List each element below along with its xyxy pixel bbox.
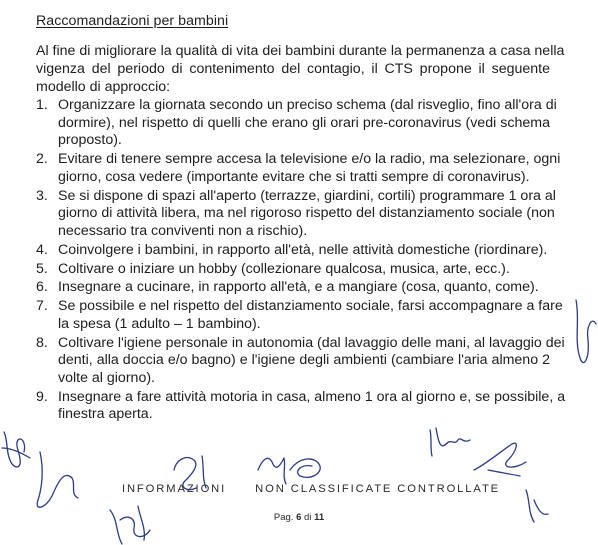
list-item [36,151,561,186]
page-prefix: Pag. [273,512,294,523]
list-item-number: 6. [36,279,48,296]
list-item [36,261,550,279]
list-item-line: finestra aperta. [58,406,153,423]
list-item [36,334,565,388]
classification-footer [0,483,598,495]
signature-stroke [2,448,30,458]
list-item-line: Se possibile e nel rispetto del distanziamento sociale, farsi accompagnare a fare [58,298,563,315]
list-item-number: 5. [36,260,48,277]
page-separator: di [304,512,312,523]
page-number [0,512,598,523]
signature-stroke [474,443,526,470]
list-item-line: Coltivare l'igiene personale in autonomia (dal lavaggio delle mani, al lavaggio dei [58,334,565,351]
list-item [36,279,550,297]
list-item-number: 9. [36,388,48,405]
list-item-line: proposto). [58,132,122,149]
list-item-line: Coinvolgere i bambini, in rapporto all'età, nelle attività domestiche (riordinare). [58,241,548,258]
list-item-line: giorno, cosa vedere (importante evitare che si tratti sempre di coronavirus). [58,168,530,185]
signature-stroke [4,432,25,467]
list-item [36,298,563,333]
recommendations-list [36,97,566,425]
list-item-line: Se si dispone di spazi all'aperto (terrazze, giardini, cortili) programmare 1 ora al [58,187,556,204]
list-item [36,242,550,260]
intro-line: Al fine di migliorare la qualità di vita dei bambini durante la permanenza a casa nella [36,43,565,59]
classification-text: NON CLASSIFICATE CONTROLLATE [255,483,501,495]
classification-text: INFORMAZIONI [121,483,227,495]
intro-line: vigenza del periodo di contenimento del contagio, il CTS propone il seguente [36,61,550,77]
signature-stroke [290,459,320,477]
list-item [36,388,566,424]
list-item-line: necessario tra conviventi non a rischio). [58,222,308,239]
list-item-line: Insegnare a fare attività motoria in casa, almeno 1 ora al giorno e, se possibile, a [58,388,566,405]
list-item-line: dormire), nel rispetto di quelli che erano gli orari pre-coronavirus (vedi schema [58,114,550,131]
intro-paragraph [36,42,565,96]
signature-stroke [37,452,78,507]
list-item-number: 1. [36,97,48,113]
list-item-line: Coltivare o iniziare un hobby (collezionare qualcosa, musica, arte, ecc.). [58,260,510,277]
list-item [36,187,556,241]
list-item-number: 7. [36,298,48,315]
list-item-line: la spesa (1 adulto – 1 bambino). [58,315,261,332]
signature-stroke [258,458,286,484]
list-item-number: 8. [36,334,48,351]
signature-stroke [488,470,520,476]
list-item-number: 3. [36,187,48,204]
intro-line: modello di approccio: [36,79,171,95]
list-item-line: volte al giorno). [58,369,155,386]
list-item-line: giorno di attività libera, ma nel rigoroso rispetto del distanziamento sociale (non [58,205,555,222]
list-item-line: Organizzare la giornata secondo un preciso schema (dal risveglio, fino all'ora di [58,97,557,113]
list-item [36,97,557,150]
page-current: 6 [296,512,302,523]
list-item-number: 2. [36,151,48,168]
list-item-line: Evitare di tenere sempre accesa la televisione e/o la radio, ma selezionare, ogni [58,151,561,168]
signature-stroke [430,428,470,456]
list-item-line: denti, alla doccia e/o bagno) e l'igiene degli ambienti (cambiare l'aria almeno 2 [58,352,550,369]
list-item-line: Insegnare a cucinare, in rapporto all'età, e a mangiare (cosa, quanto, come). [58,279,539,296]
list-item-number: 4. [36,241,48,258]
signature-stroke [576,300,596,363]
page-total: 11 [314,512,325,523]
section-heading: Raccomandazioni per bambini [36,13,229,29]
